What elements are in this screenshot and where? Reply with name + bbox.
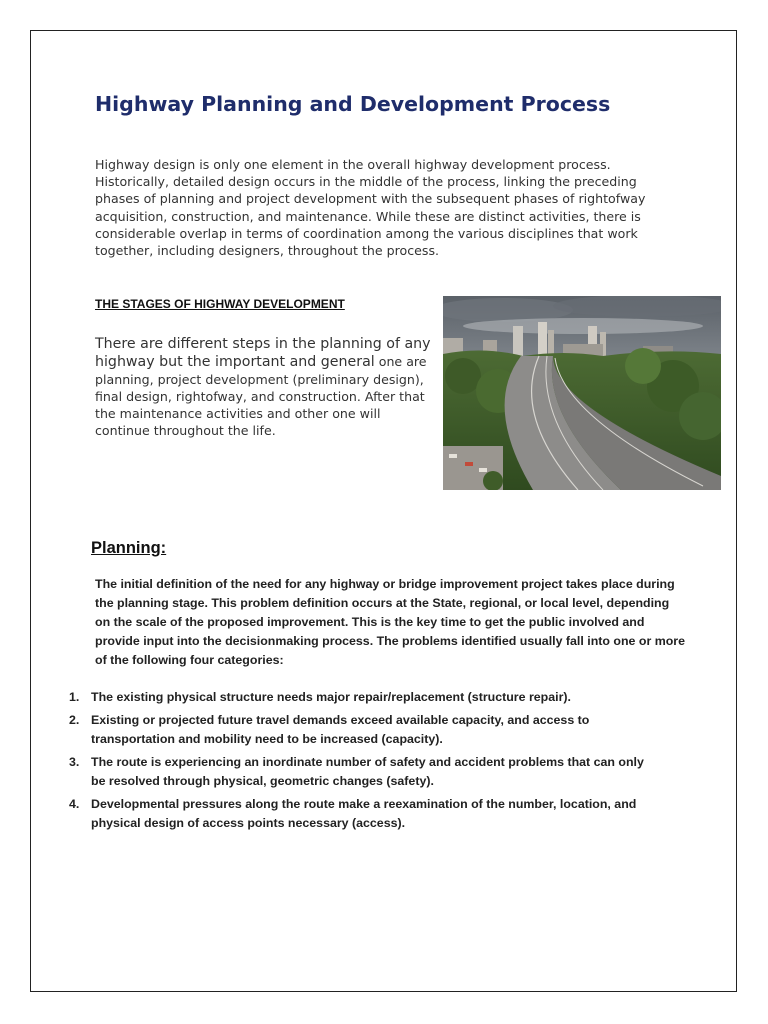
list-item: [60, 795, 660, 833]
highway-photo: [443, 296, 721, 490]
list-item-text: The existing physical structure needs major repair/replacement (structure repair).: [91, 690, 571, 704]
list-item-number: 3.: [69, 755, 80, 769]
list-item: [60, 711, 660, 749]
list-item: [60, 688, 660, 707]
list-item-number: 1.: [69, 690, 80, 704]
stages-heading: THE STAGES OF HIGHWAY DEVELOPMENT: [95, 297, 345, 311]
document-title: Highway Planning and Development Process: [95, 92, 611, 116]
stages-paragraph-lead: There are different steps in the planning of any highway but the important and general: [95, 336, 431, 370]
list-item-number: 2.: [69, 713, 80, 727]
intro-paragraph: Highway design is only one element in the overall highway development process. Historically, detailed design occurs in the middle of the process, linking the preceding phases of planning and project development with the subsequent phases of rightofway acquisition, construction, and maintenance. While these are distinct activities, there is considerable overlap in terms of coordination among the various disciplines that work together, including designers, throughout the process.: [95, 157, 646, 259]
planning-paragraph: The initial definition of the need for any highway or bridge improvement project takes place during the planning stage. This problem definition occurs at the State, regional, or local level, depending on the scale of the proposed improvement. This is the key time to get the public involved and provide input into the decisionmaking process. The problems identified usually fall into one or more of the following four categories:: [95, 577, 686, 667]
list-item-number: 4.: [69, 797, 80, 811]
list-item: [60, 753, 660, 791]
planning-heading: Planning:: [91, 539, 167, 557]
stages-paragraph: [95, 335, 435, 439]
list-item-text: The route is experiencing an inordinate number of safety and accident problems that can only be resolved through physical, geometric changes (safety).: [91, 755, 644, 788]
list-item-text: Existing or projected future travel demands exceed available capacity, and access to transportation and mobility need to be increased (capacity).: [91, 713, 590, 746]
stages-paragraph-rest: one are planning, project development (preliminary design), final design, rightofway, and construction. After that the maintenance activities and other one will continue throughout the life.: [95, 354, 427, 438]
categories-list: [60, 688, 660, 837]
list-item-text: Developmental pressures along the route make a reexamination of the number, location, and physical design of access points necessary (access).: [91, 797, 637, 830]
